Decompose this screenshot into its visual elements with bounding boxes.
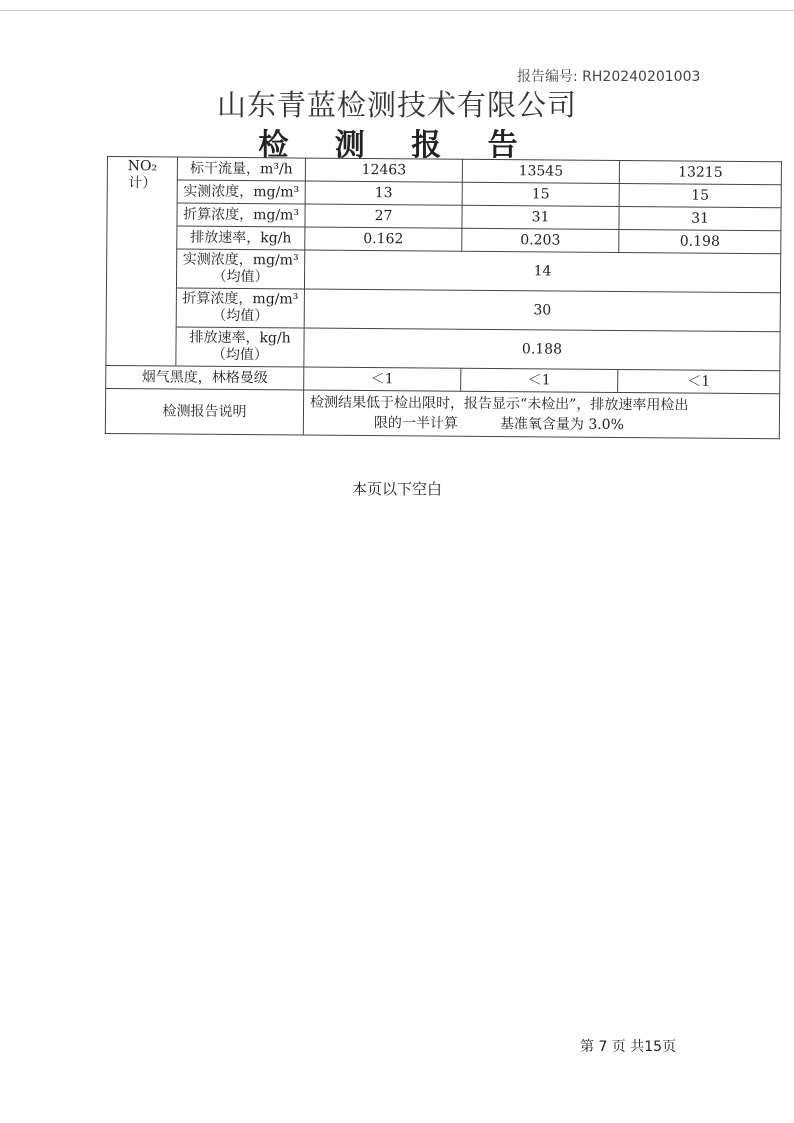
- table-cell: 13: [305, 181, 462, 205]
- document-title: 检 测 报 告: [258, 128, 536, 163]
- row-label: 实测浓度，mg/m³: [177, 180, 305, 204]
- avg-row-label: [176, 288, 304, 328]
- row-label: 标干流量，m³/h: [177, 157, 305, 181]
- table-cell: 31: [462, 205, 619, 229]
- table-row: [105, 388, 779, 438]
- table-cell: 12463: [305, 158, 462, 182]
- note-text-line2: 限的一半计算 基准氧含量为 3.0%: [373, 415, 624, 434]
- group-label-line2: 计）: [128, 175, 157, 192]
- top-divider: [0, 10, 794, 11]
- table-cell: ＜1: [304, 367, 461, 391]
- smoke-row-label: 烟气黑度，林格曼级: [106, 365, 304, 390]
- row-label: 排放速率，kg/h: [177, 226, 305, 250]
- avg-label-line1: 折算浓度，mg/m³: [182, 290, 299, 308]
- avg-row-label: [176, 249, 304, 289]
- report-number: 报告编号: RH20240201003: [517, 69, 701, 85]
- table-cell: ＜1: [461, 368, 618, 392]
- avg-label-line2: （均值）: [211, 346, 269, 364]
- note-text-cell: [303, 390, 779, 439]
- table-cell: 15: [619, 184, 781, 208]
- table-cell: 13215: [619, 161, 781, 185]
- avg-label-line2: （均值）: [212, 307, 269, 325]
- results-table-wrapper: [105, 156, 781, 439]
- table-cell: 27: [305, 204, 462, 228]
- table-cell: 0.162: [305, 227, 462, 251]
- avg-value-cell: 0.188: [304, 328, 780, 371]
- note-text-line1: 检测结果低于检出限时，报告显示“未检出”，排放速率用检出: [310, 394, 689, 414]
- table-row: [106, 249, 780, 293]
- table-row: [106, 326, 780, 370]
- company-name: 山东青蓝检测技术有限公司: [216, 88, 577, 122]
- avg-value-cell: 30: [304, 289, 780, 332]
- table-cell: ＜1: [618, 370, 780, 394]
- table-cell: 0.203: [462, 228, 619, 252]
- table-row: [106, 287, 780, 331]
- note-row-label: 检测报告说明: [105, 388, 303, 435]
- avg-value-cell: 14: [304, 250, 780, 293]
- avg-label-line1: 实测浓度，mg/m³: [182, 251, 299, 269]
- table-cell: 0.198: [619, 230, 781, 254]
- table-cell: 15: [462, 182, 619, 206]
- avg-label-line1: 排放速率，kg/h: [189, 329, 291, 347]
- group-label-line1: NO₂: [127, 158, 158, 175]
- pollutant-group-label: [106, 157, 178, 367]
- table-cell: 13545: [462, 159, 619, 183]
- results-table: [105, 156, 782, 439]
- avg-label-line2: （均值）: [212, 268, 269, 286]
- avg-row-label: [176, 327, 304, 367]
- table-cell: 31: [619, 207, 781, 231]
- row-label: 折算浓度，mg/m³: [177, 203, 305, 227]
- blank-page-note: 本页以下空白: [351, 480, 442, 498]
- page-number: 第 7 页 共15页: [580, 1039, 677, 1055]
